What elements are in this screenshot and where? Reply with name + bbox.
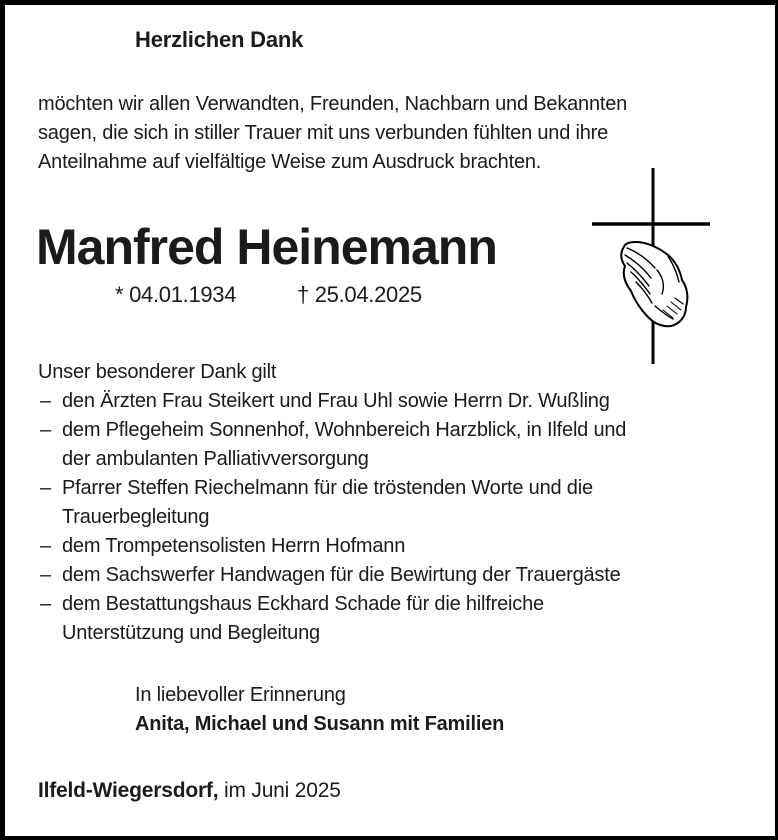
thanks-item — [40, 474, 740, 532]
birth-date: * 04.01.1934 — [115, 282, 237, 307]
closing-remembrance-line: In liebevoller Erinnerung — [135, 684, 346, 706]
thanks-item-line: Pfarrer Steffen Riechelmann für die tröstenden Worte und die — [62, 477, 593, 499]
footer-place: Ilfeld-Wiegersdorf, — [38, 779, 219, 802]
thanks-item-line: dem Pflegeheim Sonnenhof, Wohnbereich Harzblick, in Ilfeld und — [62, 419, 627, 441]
footer-line — [38, 776, 341, 805]
dash-bullet: – — [40, 593, 51, 615]
notice-heading: Herzlichen Dank — [135, 27, 304, 52]
thanks-item-line: der ambulanten Palliativversorgung — [62, 448, 369, 470]
thanks-item — [40, 532, 740, 561]
dash-bullet: – — [40, 390, 51, 412]
intro-line: möchten wir allen Verwandten, Freunden, Nachbarn und Bekannten — [38, 93, 628, 115]
thanks-item-line: dem Sachswerfer Handwagen für die Bewirtung der Trauergäste — [62, 564, 621, 586]
thanks-item-line: Trauerbegleitung — [62, 506, 210, 528]
thanks-item — [40, 590, 740, 648]
deceased-name: Manfred Heinemann — [36, 219, 497, 275]
footer-date: im Juni 2025 — [218, 779, 341, 802]
thanks-item-line: den Ärzten Frau Steikert und Frau Uhl sowie Herrn Dr. Wußling — [62, 390, 610, 412]
death-date: † 25.04.2025 — [297, 282, 422, 307]
thanks-list — [40, 387, 740, 648]
intro-line: sagen, die sich in stiller Trauer mit uns verbunden fühlten und ihre — [38, 122, 609, 144]
dash-bullet: – — [40, 564, 51, 586]
thanks-item — [40, 387, 740, 416]
thanks-item-line: dem Bestattungshaus Eckhard Schade für die hilfreiche — [62, 593, 544, 615]
dash-bullet: – — [40, 419, 51, 441]
cross-with-praying-hands-icon — [585, 160, 715, 370]
thanks-item-line: dem Trompetensolisten Herrn Hofmann — [62, 535, 406, 557]
intro-paragraph — [38, 90, 627, 177]
intro-line: Anteilnahme auf vielfältige Weise zum Ausdruck brachten. — [38, 151, 542, 173]
closing-family-line: Anita, Michael und Susann mit Familien — [135, 713, 505, 735]
dash-bullet: – — [40, 535, 51, 557]
thanks-item — [40, 416, 740, 474]
dash-bullet: – — [40, 477, 51, 499]
thanks-item — [40, 561, 740, 590]
thanks-item-line: Unterstützung und Begleitung — [62, 622, 320, 644]
thanks-intro: Unser besonderer Dank gilt — [38, 361, 277, 383]
closing-block — [135, 681, 504, 739]
